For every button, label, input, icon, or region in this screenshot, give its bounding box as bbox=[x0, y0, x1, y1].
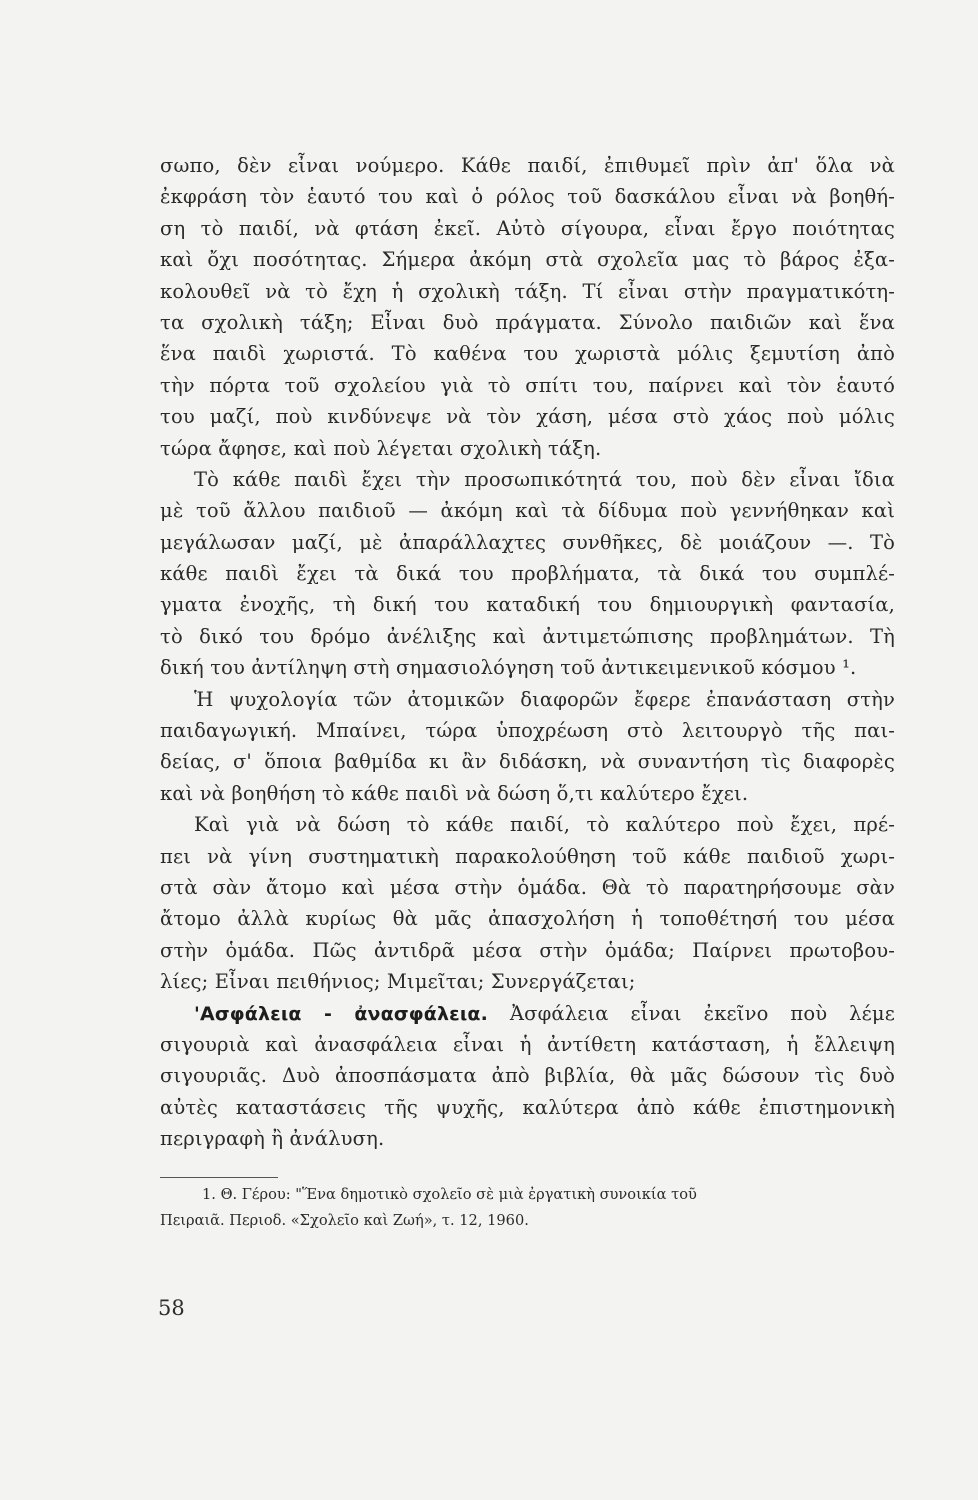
text-line: κάθε παιδὶ ἔχει τὰ δικά του προβλήματα, τὰ δικά του συμπλέ- bbox=[160, 562, 895, 586]
footnote bbox=[160, 1182, 895, 1234]
text-line: μὲ τοῦ ἄλλου παιδιοῦ — ἀκόμη καὶ τὰ δίδυμα ποὺ γεννήθηκαν καὶ bbox=[160, 499, 895, 523]
text-line: σωπο, δὲν εἶναι νούμερο. Κάθε παιδί, ἐπιθυμεῖ πρὶν ἀπ' ὅλα νὰ bbox=[160, 154, 895, 177]
text-line: αὐτὲς καταστάσεις τῆς ψυχῆς, καλύτερα ἀπὸ κάθε ἐπιστημονικὴ bbox=[160, 1095, 895, 1119]
text-line: καὶ νὰ βοηθήση τὸ κάθε παιδὶ νὰ δώση ὅ,τι καλύτερο ἔχει. bbox=[160, 781, 749, 805]
section-heading: 'Ασφάλεια - ἀνασφάλεια. bbox=[194, 1002, 489, 1025]
text-line: πει νὰ γίνη συστηματικὴ παρακολούθηση τοῦ κάθε παιδιοῦ χωρι- bbox=[160, 844, 895, 868]
section-first-line bbox=[160, 998, 895, 1029]
text-line: παιδαγωγική. Μπαίνει, τώρα ὑποχρέωση στὸ λειτουργὸ τῆς παι- bbox=[160, 719, 895, 743]
text-line: Τὸ κάθε παιδὶ ἔχει τὴν προσωπικότητά του, ποὺ δὲν εἶναι ἴδια bbox=[194, 467, 895, 491]
footnote-line-2: Πειραιᾶ. Περιοδ. «Σχολεῖο καὶ Ζωή», τ. 12, 1960. bbox=[160, 1211, 529, 1229]
footnote-divider bbox=[160, 1177, 278, 1178]
text-line: στὴν ὁμάδα. Πῶς ἀντιδρᾶ μέσα στὴν ὁμάδα; Παίρνει πρωτοβου- bbox=[160, 938, 895, 962]
text-line: τώρα ἄφησε, καὶ ποὺ λέγεται σχολικὴ τάξη. bbox=[160, 436, 602, 460]
text-line: Ἡ ψυχολογία τῶν ἀτομικῶν διαφορῶν ἔφερε ἐπανάσταση στὴν bbox=[194, 687, 895, 711]
body-text bbox=[160, 150, 895, 998]
section-lines bbox=[160, 1029, 895, 1155]
text-line: τα σχολικὴ τάξη; Εἶναι δυὸ πράγματα. Σύνολο παιδιῶν καὶ ἕνα bbox=[160, 310, 895, 334]
text-line: δείας, σ' ὅποια βαθμίδα κι ἂν διδάσκη, νὰ συναντήση τὶς διαφορὲς bbox=[160, 750, 895, 774]
text-line: γματα ἐνοχῆς, τὴ δική του καταδική του δημιουργικὴ φαντασία, bbox=[160, 593, 895, 617]
text-line: τὸ δικό του δρόμο ἀνέλιξης καὶ ἀντιμετώπισης προβλημάτων. Τὴ bbox=[160, 624, 895, 648]
text-line: ἄτομο ἀλλὰ κυρίως θὰ μᾶς ἀπασχολήση ἡ τοποθέτησή του μέσα bbox=[160, 907, 895, 931]
text-line: ἐκφράση τὸν ἑαυτό του καὶ ὁ ρόλος τοῦ δασκάλου εἶναι νὰ βοηθή- bbox=[160, 185, 895, 209]
section-asfaleia bbox=[160, 998, 895, 1155]
text-line: στὰ σὰν ἄτομο καὶ μέσα στὴν ὁμάδα. Θὰ τὸ παρατηρήσουμε σὰν bbox=[160, 875, 895, 899]
text-line: Καὶ γιὰ νὰ δώση τὸ κάθε παιδί, τὸ καλύτερο ποὺ ἔχει, πρέ- bbox=[194, 813, 895, 837]
text-line: κολουθεῖ νὰ τὸ ἔχη ἡ σχολικὴ τάξη. Τί εἶναι στὴν πραγματικότη- bbox=[160, 279, 895, 303]
footnote-line-1: 1. Θ. Γέρου: "Ἕνα δημοτικὸ σχολεῖο σὲ μιὰ ἐργατικὴ συνοικία τοῦ bbox=[202, 1185, 697, 1203]
text-line: τὴν πόρτα τοῦ σχολείου γιὰ τὸ σπίτι του, παίρνει καὶ τὸν ἑαυτό bbox=[160, 373, 895, 397]
text-line: μεγάλωσαν μαζί, μὲ ἀπαράλλαχτες συνθῆκες, δὲ μοιάζουν —. Τὸ bbox=[160, 530, 895, 554]
section-first-line-rest: Ἀσφάλεια εἶναι ἐκεῖνο ποὺ λέμε bbox=[509, 1001, 895, 1025]
text-line: σιγουριὰ καὶ ἀνασφάλεια εἶναι ἡ ἀντίθετη κατάσταση, ἡ ἔλλειψη bbox=[160, 1032, 895, 1056]
text-line: λίες; Εἶναι πειθήνιος; Μιμεῖται; Συνεργάζεται; bbox=[160, 970, 636, 994]
text-line: δική του ἀντίληψη στὴ σημασιολόγηση τοῦ ἀντικειμενικοῦ κόσμου ¹. bbox=[160, 656, 857, 680]
page-number: 58 bbox=[158, 1296, 185, 1320]
text-line: του μαζί, ποὺ κινδύνεψε νὰ τὸν χάση, μέσα στὸ χάος ποὺ μόλις bbox=[160, 405, 895, 429]
text-line: ἕνα παιδὶ χωριστά. Τὸ καθένα του χωριστὰ μόλις ξεμυτίση ἀπὸ bbox=[160, 342, 895, 366]
text-line: περιγραφὴ ἢ ἀνάλυση. bbox=[160, 1127, 385, 1151]
text-line: ση τὸ παιδί, νὰ φτάση ἐκεῖ. Αὐτὸ σίγουρα, εἶναι ἔργο ποιότητας bbox=[160, 216, 895, 240]
page-body bbox=[160, 150, 895, 1234]
text-line: σιγουριᾶς. Δυὸ ἀποσπάσματα ἀπὸ βιβλία, θὰ μᾶς δώσουν τὶς δυὸ bbox=[160, 1064, 895, 1088]
text-line: καὶ ὄχι ποσότητας. Σήμερα ἀκόμη στὰ σχολεῖα μας τὸ βάρος ἐξα- bbox=[160, 248, 895, 272]
